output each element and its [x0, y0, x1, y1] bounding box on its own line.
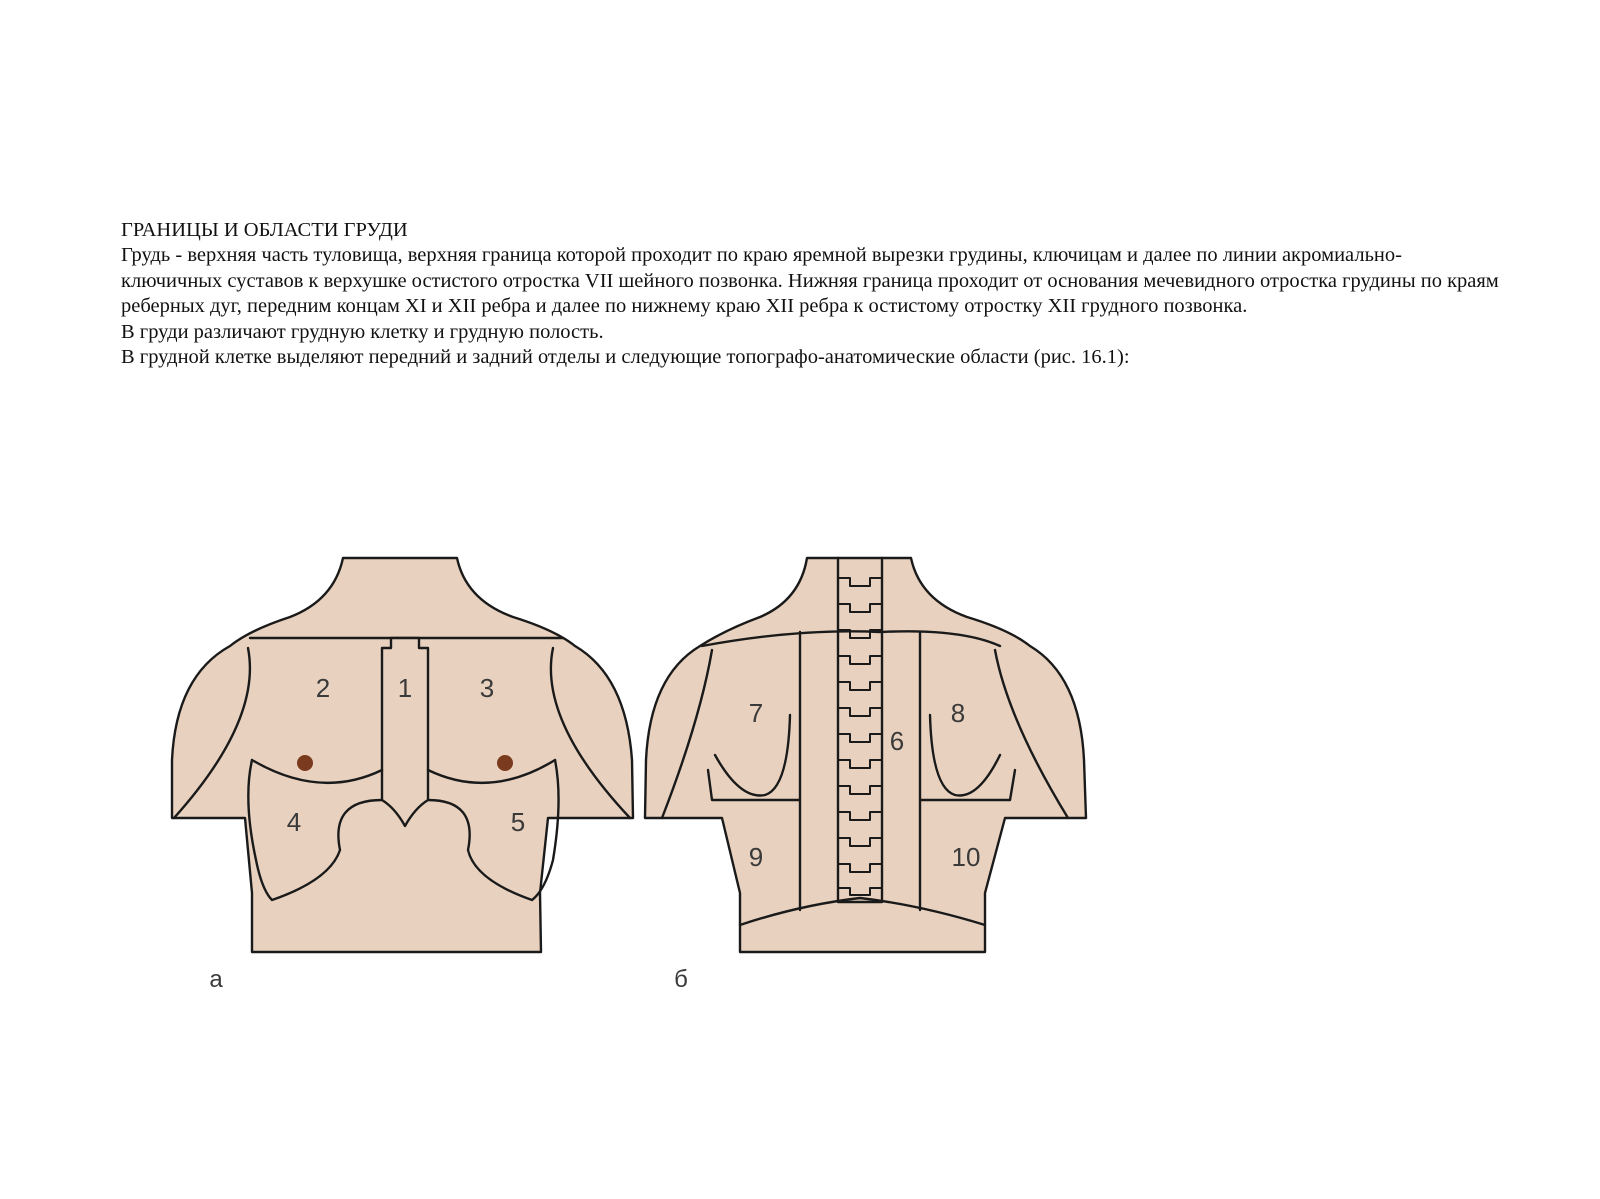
region-label-4: 4	[286, 807, 302, 837]
section-heading: ГРАНИЦЫ И ОБЛАСТИ ГРУДИ	[121, 219, 408, 241]
region-label-3: 3	[479, 673, 495, 703]
front-left-nipple	[297, 755, 313, 771]
region-label-8: 8	[950, 698, 966, 728]
region-label-7: 7	[748, 698, 764, 728]
panel-label-back: б	[674, 966, 688, 993]
paragraph-chest-boundaries: Грудь - верхняя часть туловища, верхняя граница которой проходит по краю яремной вырезки грудины, ключицам и далее по линии акромиально-ключичных суставов к верхушке остистого отростка VII шейного позвонка. Нижняя граница проходит от основания мечевидного отростка грудины по краям реберных дуг, передним концам XI и XII ребра и далее по нижнему краю XII ребра к остистому отростку XII грудного позвонка.	[121, 244, 1499, 318]
back-torso-silhouette	[645, 558, 1086, 952]
region-label-10: 10	[951, 842, 981, 872]
front-right-nipple	[497, 755, 513, 771]
paragraph-regions-intro: В грудной клетке выделяют передний и задний отделы и следующие топографо-анатомические области (рис. 16.1):	[121, 346, 1130, 369]
paragraph-chest-parts: В груди различают грудную клетку и грудную полость.	[121, 320, 604, 343]
region-label-2: 2	[315, 673, 331, 703]
front-sternum-outline	[382, 638, 428, 826]
region-label-9: 9	[748, 842, 764, 872]
front-torso-diagram	[172, 558, 633, 952]
back-torso-diagram	[645, 558, 1086, 952]
region-label-5: 5	[510, 807, 526, 837]
region-label-6: 6	[889, 726, 905, 756]
panel-label-front: а	[209, 966, 223, 993]
region-label-1: 1	[397, 673, 413, 703]
